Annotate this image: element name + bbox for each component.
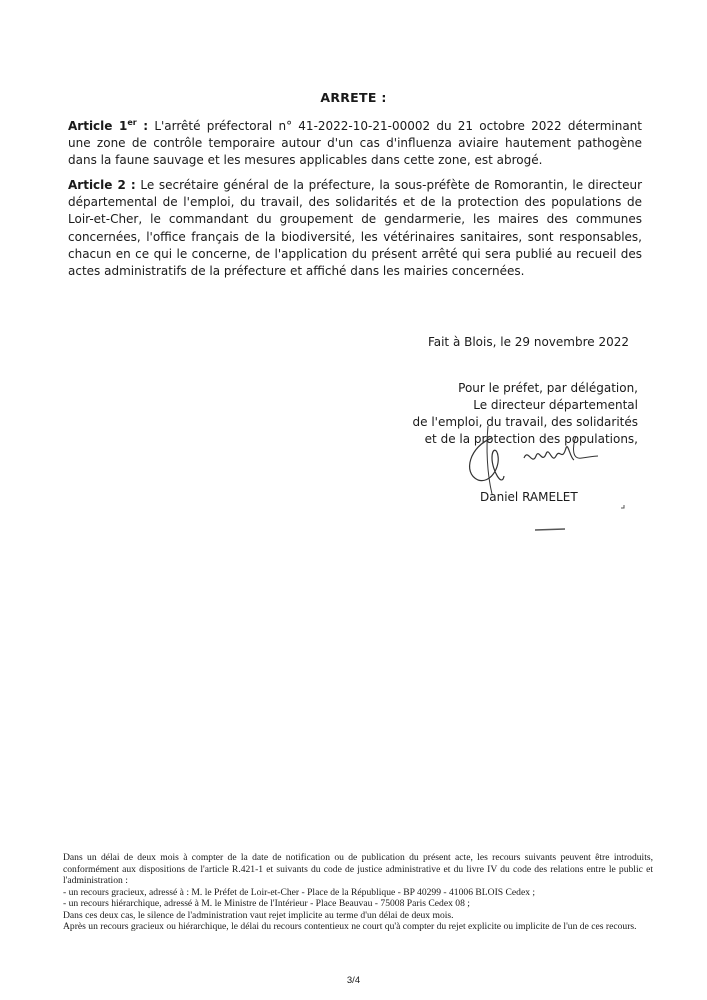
- delegation-line: et de la protection des populations,: [424, 432, 638, 446]
- article-2-text: Le secrétaire général de la préfecture, la sous-préfète de Romorantin, le directeur départemental de l'emploi, du travail, des solidarités et de la protection des populations de Loir-et-Cher, le commandant du groupement de gendarmerie, les maires des communes concernées, l'office français de la biodiversité, les vétérinaires sanitaires, sont responsables, chacun en ce qui le concerne, de l'application du présent arrêté qui sera publié au recueil des actes administratifs de la préfecture et affiché dans les mairies concernées.: [68, 178, 642, 279]
- legal-notice-line: - un recours hiérarchique, adressé à M. le Ministre de l'Intérieur - Place Beauvau - 75008 Paris Cedex 08 ;: [63, 898, 470, 909]
- article-1: [68, 114, 642, 170]
- article-2-label: Article 2 :: [68, 178, 136, 192]
- scan-mark: [620, 503, 626, 509]
- page-number: 3/4: [346, 975, 361, 986]
- article-1-label: Article 1er :: [68, 118, 149, 133]
- article-2: [68, 177, 642, 280]
- legal-notice: [63, 852, 653, 933]
- place-and-date: Fait à Blois, le 29 novembre 2022: [427, 335, 629, 349]
- legal-notice-line: - un recours gracieux, adressé à : M. le Préfet de Loir-et-Cher - Place de la République - BP 40299 - 41006 BLOIS Cedex ;: [63, 886, 536, 898]
- article-1-text: L'arrêté préfectoral n° 41-2022-10-21-00002 du 21 octobre 2022 déterminant une zone de contrôle temporaire autour d'un cas d'influenza aviaire hautement pathogène dans la faune sauvage et les mesures applicables dans cette zone, est abrogé.: [68, 119, 642, 168]
- legal-notice-line: Après un recours gracieux ou hiérarchique, le délai du recours contentieux ne court qu'à compter du rejet explicite ou implicite de l'un de ces recours.: [63, 921, 637, 932]
- legal-notice-line: Dans un délai de deux mois à compter de la date de notification ou de publication du présent acte, les recours suivants peuvent être introduits, conformément aux dispositions de l'article R.421-1 et suivants du code de justice administrative et du livre IV du code des relations entre le public et l'administration :: [63, 852, 653, 886]
- delegation-line: Le directeur départemental: [473, 398, 638, 412]
- scan-line-mark: [535, 528, 565, 531]
- delegation-line: Pour le préfet, par délégation,: [458, 381, 638, 395]
- handwritten-signature: [440, 418, 600, 498]
- signer-name: Daniel RAMELET: [480, 490, 578, 504]
- delegation-line: de l'emploi, du travail, des solidarités: [412, 415, 638, 429]
- decree-heading: ARRETE :: [320, 90, 387, 105]
- legal-notice-line: Dans ces deux cas, le silence de l'administration vaut rejet implicite au terme d'un délai de deux mois.: [63, 909, 454, 921]
